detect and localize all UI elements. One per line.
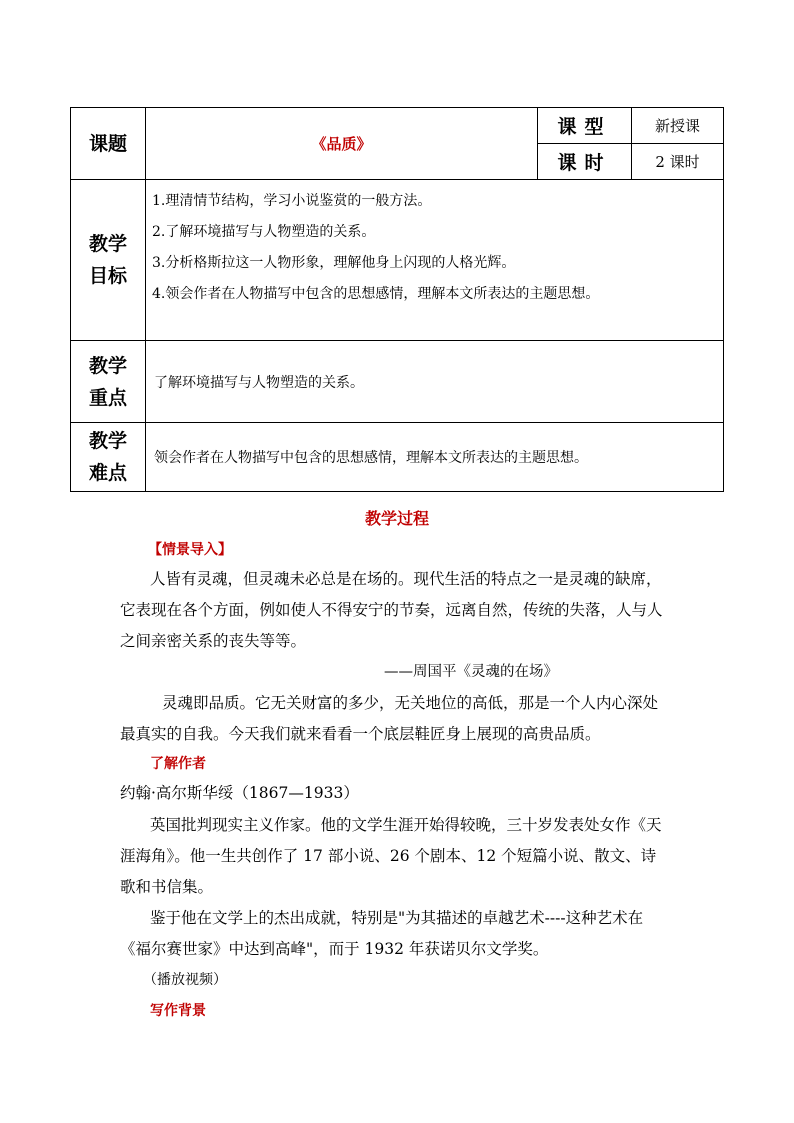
nobel-line: 鉴于他在文学上的杰出成就，特别是"为其描述的卓越艺术----这种艺术在 [150, 909, 644, 927]
hours-value: 2 课时 [632, 144, 724, 180]
difficulty-label-line-2: 难点 [88, 462, 127, 484]
goal-item: 1.理清情节结构，学习小说鉴赏的一般方法。 [152, 193, 432, 209]
goals-label-line-2: 目标 [88, 265, 127, 287]
author-line: 涯海角》。他一生共创作了 17 部小说、26 个剧本、12 个短篇小说、散文、诗 [120, 847, 657, 865]
difficulty-label [71, 423, 146, 492]
intro-line: 之间亲密关系的丧失等等。 [120, 632, 307, 650]
video-note: （播放视频） [143, 972, 227, 988]
intro-line: 它表现在各个方面，例如使人不得安宁的节奏，远离自然，传统的失落，人与人 [120, 601, 663, 619]
key-value: 了解环境描写与人物塑造的关系。 [146, 341, 724, 423]
table-row [71, 341, 724, 423]
intro-line: 人皆有灵魂，但灵魂未必总是在场的。现代生活的特点之一是灵魂的缺席， [150, 570, 662, 588]
goal-item: 3.分析格斯拉这一人物形象，理解他身上闪现的人格光辉。 [152, 255, 516, 271]
topic-value: 《品质》 [146, 108, 538, 180]
background-heading: 写作背景 [150, 1003, 206, 1019]
goal-item: 4.领会作者在人物描写中包含的思想感情，理解本文所表达的主题思想。 [152, 286, 600, 302]
nobel-line: 《福尔赛世家》中达到高峰"，而于 1932 年获诺贝尔文学奖。 [120, 940, 549, 958]
goals-label-line-1: 教学 [88, 233, 127, 255]
table-row [71, 180, 724, 341]
hours-label: 课时 [538, 144, 632, 180]
section-title: 教学过程 [364, 509, 429, 528]
author-line: 英国批判现实主义作家。他的文学生涯开始得较晚，三十岁发表处女作《天 [150, 816, 662, 834]
soul-line: 灵魂即品质。它无关财富的多少，无关地位的高低，那是一个人内心深处 [162, 694, 659, 712]
difficulty-label-line-1: 教学 [88, 430, 127, 452]
author-line: 歌和书信集。 [120, 878, 214, 896]
intro-heading: 【情景导入】 [148, 542, 232, 558]
difficulty-value: 领会作者在人物描写中包含的思想感情，理解本文所表达的主题思想。 [146, 423, 724, 492]
type-value: 新授课 [632, 108, 724, 144]
lesson-plan-table [70, 107, 724, 492]
type-label: 课型 [538, 108, 632, 144]
key-label [71, 341, 146, 423]
goals-list [146, 180, 724, 341]
goal-item: 2.了解环境描写与人物塑造的关系。 [152, 224, 376, 240]
table-row [71, 423, 724, 492]
key-label-line-2: 重点 [88, 386, 127, 409]
goals-label [71, 180, 146, 341]
author-heading: 了解作者 [150, 756, 206, 772]
quote-source: ——周国平《灵魂的在场》 [384, 664, 558, 680]
topic-label: 课题 [71, 108, 146, 180]
author-name: 约翰·高尔斯华绥（1867—1933） [120, 784, 359, 802]
key-label-line-1: 教学 [88, 354, 127, 377]
table-row [71, 108, 724, 144]
soul-line: 最真实的自我。今天我们就来看看一个底层鞋匠身上展现的高贵品质。 [120, 725, 601, 743]
